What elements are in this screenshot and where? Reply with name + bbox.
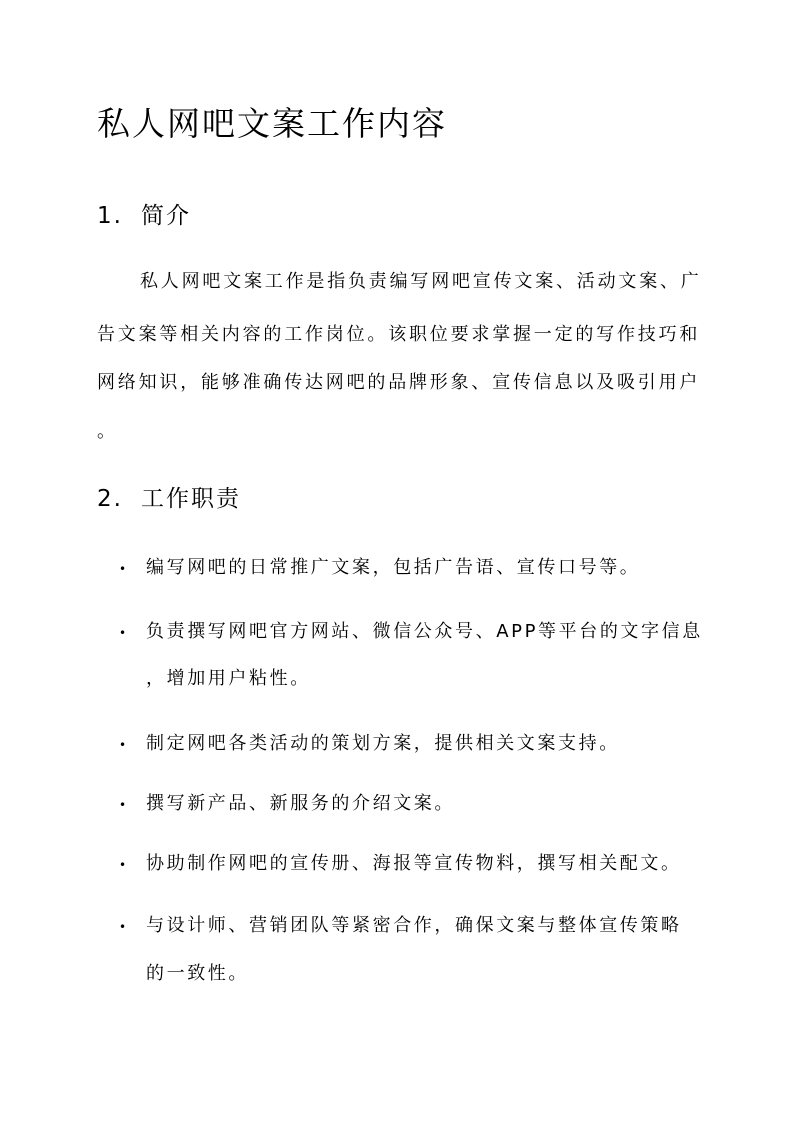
- paragraph-line: 网络知识，能够准确传达网吧的品牌形象、宣传信息以及吸引用户: [97, 372, 701, 393]
- bullet-icon: •: [119, 798, 127, 812]
- paragraph-line: 私人网吧文案工作是指负责编写网吧宣传文案、活动文案、广: [140, 271, 702, 292]
- bullet-icon: •: [119, 562, 127, 576]
- list-item-text: 负责撰写网吧官方网站、微信公众号、APP等平台的文字信息: [146, 621, 703, 642]
- section-number: 2.: [97, 486, 123, 512]
- section-title: 工作职责: [141, 486, 241, 512]
- paragraph-line: 告文案等相关内容的工作岗位。该职位要求掌握一定的写作技巧和: [97, 324, 701, 345]
- list-item-text: 编写网吧的日常推广文案，包括广告语、宣传口号等。: [146, 557, 641, 578]
- list-item-text-continued: 的一致性。: [146, 963, 249, 984]
- list-item-text-continued: ，增加用户粘性。: [146, 668, 311, 689]
- list-item-text: 制定网吧各类活动的策划方案，提供相关文案支持。: [146, 733, 620, 754]
- list-item-text: 撰写新产品、新服务的介绍文案。: [146, 793, 455, 814]
- bullet-icon: •: [119, 738, 127, 752]
- section-title: 简介: [141, 203, 191, 229]
- section-number: 1.: [97, 203, 123, 229]
- bullet-icon: •: [119, 858, 127, 872]
- bullet-icon: •: [119, 626, 127, 640]
- bullet-icon: •: [119, 920, 127, 934]
- list-item-text: 协助制作网吧的宣传册、海报等宣传物料，撰写相关配文。: [146, 853, 682, 874]
- list-item-text: 与设计师、营销团队等紧密合作，确保文案与整体宣传策略: [146, 915, 682, 936]
- document-title: 私人网吧文案工作内容: [97, 104, 447, 143]
- paragraph-line: 。: [97, 421, 118, 442]
